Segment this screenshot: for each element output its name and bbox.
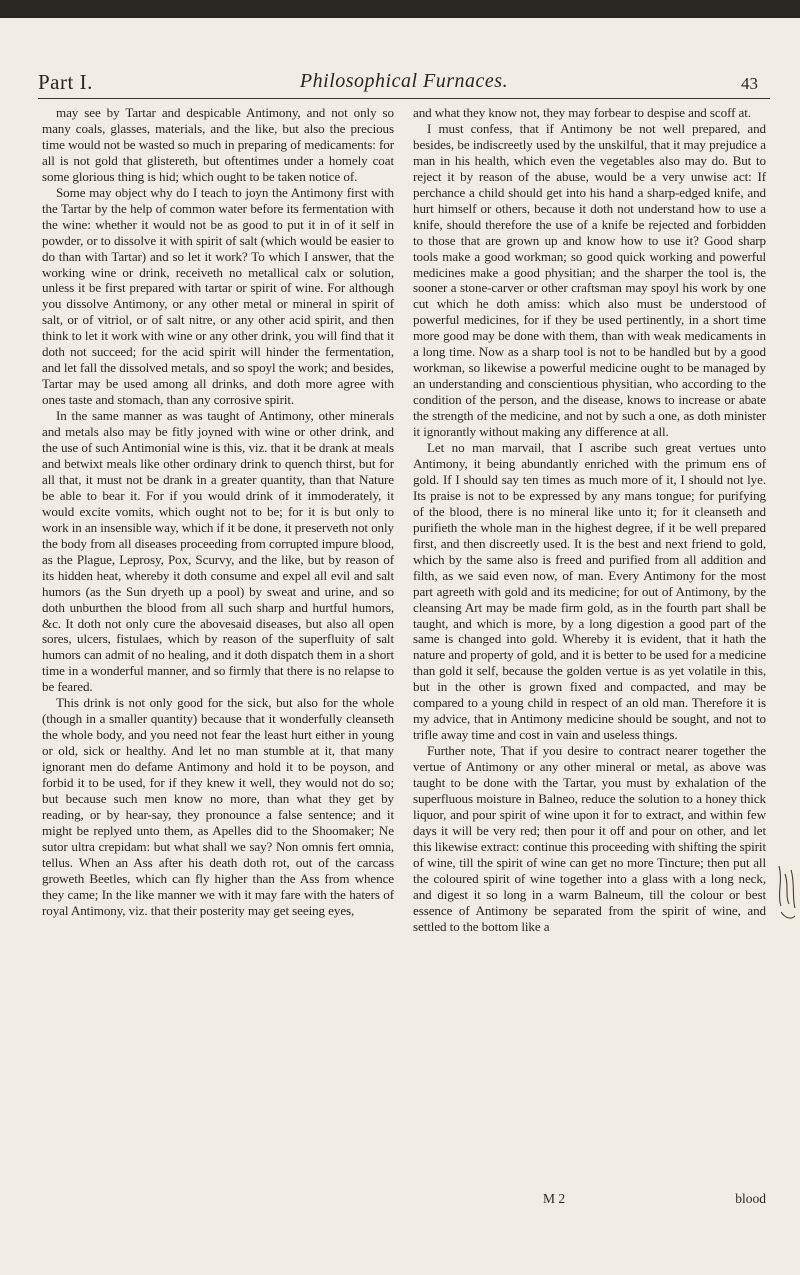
- left-column: [42, 105, 394, 919]
- scan-border: [0, 0, 800, 18]
- catchword: blood: [735, 1191, 766, 1206]
- paragraph: and what they know not, they may forbear to despise and scoff at.: [413, 105, 751, 120]
- header-rule: [38, 98, 770, 99]
- running-title: Philosophical Furnaces.: [299, 70, 509, 92]
- page-number: 43: [741, 74, 758, 93]
- paragraph: Some may object why do I teach to joyn the Antimony first with the Tartar by the help of common water before its fermentation with the wine: whether it would not be as good to put it in of it self in powder, or to dissolve it with spirit of salt (which would be easier to do than with Tartar) and so let it work? To which I answer, that the working wine or drink, receiveth no metallical calx or solution, unless it be first prepared with tartar or spirit of wine. For although you dissolve Antimony, or any other metal or mineral in spirit of salt, or of vitriol, or of salt nitre, or any other acid spirit, and then think to let it work with wine or any other drink, you will find that it doth not succeed; for the acid spirit will hinder the fermentation, and let fall the dissolved metals, and so spoyl the work; and besides, Tartar may be used among all drinks, and doth more agree with ones taste and stomach, than any corrosive spirit.: [42, 184, 394, 408]
- part-label: Part I.: [38, 70, 93, 94]
- paragraph: I must confess, that if Antimony be not well prepared, and besides, be indiscreetly used by the unskilful, that it may prejudice a man in his health, which even the vegetables also may do. But to reject it by reason of the abuse, would be a very unwise act: If perchance a child should get into his hand a sharp-edged knife, and hurt himself or others, because it doth not understand how to use a knife, should therefore the use of a knife be rejected and forbidden to those that are grown up and know how to use it? Good sharp tools make a good workman; so good quick working and powerful medicines make a good physitian; and the sharper the tool is, the sooner a stone-carver or other craftsman may spoyl his work by one cut which he doth amiss: which also must be understood of powerful medicines, for if they be used pertinently, in a short time more good may be done with them, than with weak medicaments in a long time. Now as a sharp tool is not to be handled but by a good workman, so likewise a powerful medicine ought to be managed by an understanding and conscientious physitian, who according to the condition of the person, and the disease, knows to increase or abate the strength of the medicine, and not by such a one, as doth minister it ignorantly without making any difference at all.: [413, 120, 766, 440]
- paragraph: Further note, That if you desire to contract nearer together the vertue of Antimony or any other mineral or metal, as above was taught to be done with the Tartar, you must by exhalation of the superfluous moisture in Balneo, reduce the solution to a honey thick liquor, and pour spirit of wine upon it for to extract, and within few days it will be very red; then pour it off and pour on other, and let this likewise extract: continue this proceeding with shifting the spirit of wine, till the spirit of wine can get no more Tincture; then put all the coloured spirit of wine together into a glass with a long neck, and digest it so long in a warm Balneum, till the colour or best essence of Antimony be separated from the spirit of wine, and settled to the bottom like a: [413, 743, 766, 934]
- running-header: [38, 70, 770, 96]
- page-footer: [413, 1191, 766, 1207]
- handwritten-margin-note: [775, 860, 799, 930]
- right-column: [413, 105, 766, 935]
- handwriting-mark: [775, 860, 799, 930]
- paragraph: Let no man marvail, that I ascribe such great vertues unto Antimony, it being abundantly enriched with the primum ens of gold. If I should say ten times as much more of it, I should not lye. Its praise is not to be expressed by any mans tongue; for purifying of the blood, there is no mineral like unto it; for it cleanseth and purifieth the whole man in the highest degree, if it be well prepared first, and then discreetly used. It is the best and next friend to gold, which by the same also is freed and purified from all addition and filth, as we said even now, of man. Every Antimony for the most part agreeth with gold and its medicine; for out of Antimony, by the cleansing Art may be made firm gold, as in the fourth part shall be taught, and which is more, by a long digestion a good part of the same is changed into gold. Whereby it is evident, that it hath the nature and property of gold, and it is better to be used for a medicine than gold it self, because the golden vertue is as yet volatile in this, but in the other is grown fixed and compacted, and may be compared to a young child in respect of an old man. Therefore it is my advice, that in Antimony medicine should be sought, and not to trifle away time and cost in vain and useless things.: [413, 440, 766, 743]
- paragraph: may see by Tartar and despicable Antimony, and not only so many coals, glasses, materials, and the like, but also the precious time would not be wasted so much in preparing of medicaments: for all is not gold that glistereth, but oftentimes under a homely coat some glorious thing is hid; which ought to be taken notice of.: [42, 105, 394, 184]
- signature-mark: M 2: [543, 1191, 566, 1206]
- paragraph: In the same manner as was taught of Antimony, other minerals and metals also may be fitly joyned with wine or other drink, and the use of such Antimonial wine is this, viz. that it be drank at meals and betwixt meals like other ordinary drink to quench thirst, but for all that, it must not be drank in a greater quantity, than that Nature be able to bear it. For if you would drink of it immoderately, it would excite vomits, which ought not to be; for it is but only to work in an insensible way, which if it be done, it preserveth not only the body from all diseases proceeding from corrupted impure blood, as the Plague, Leprosy, Pox, Scurvy, and the like, but by reason of its hidden heat, whereby it doth consume and expel all evil and salt humors (as the Sun dryeth up a pool) by sweat and urine, and so doth unburthen the blood from all such sharp and hurtful humors, &c. It doth not only cure the abovesaid diseases, but also all open sores, ulcers, fistulaes, which by reason of the superfluity of salt humors can admit of no healing, and it doth dispatch them in a short time in a wonderful manner, and so firmly that there is no relapse to be feared.: [42, 408, 394, 695]
- paragraph: This drink is not only good for the sick, but also for the whole (though in a smaller quantity) because that it wonderfully cleanseth the whole body, and you need not fear the least hurt either in young or old, sick or healthy. And let no man stumble at it, that many ignorant men do defame Antimony and hold it to be poyson, and forbid it to be used, for if they knew it well, they would not do so; but because such men know no more, than what they get by reading, or by hear-say, they pronounce a false sentence; and it might be replyed unto them, as Apelles did to the Shoomaker; Ne sutor ultra crepidam: but what shall we say? Non omnis fert omnia, tellus. When an Ass after his death doth rot, out of the carcass groweth Beetles, which can fly higher than the Ass from whence they came; In the like manner we with it may fare with the haters of royal Antimony, viz. that their posterity may get seeing eyes,: [42, 695, 394, 918]
